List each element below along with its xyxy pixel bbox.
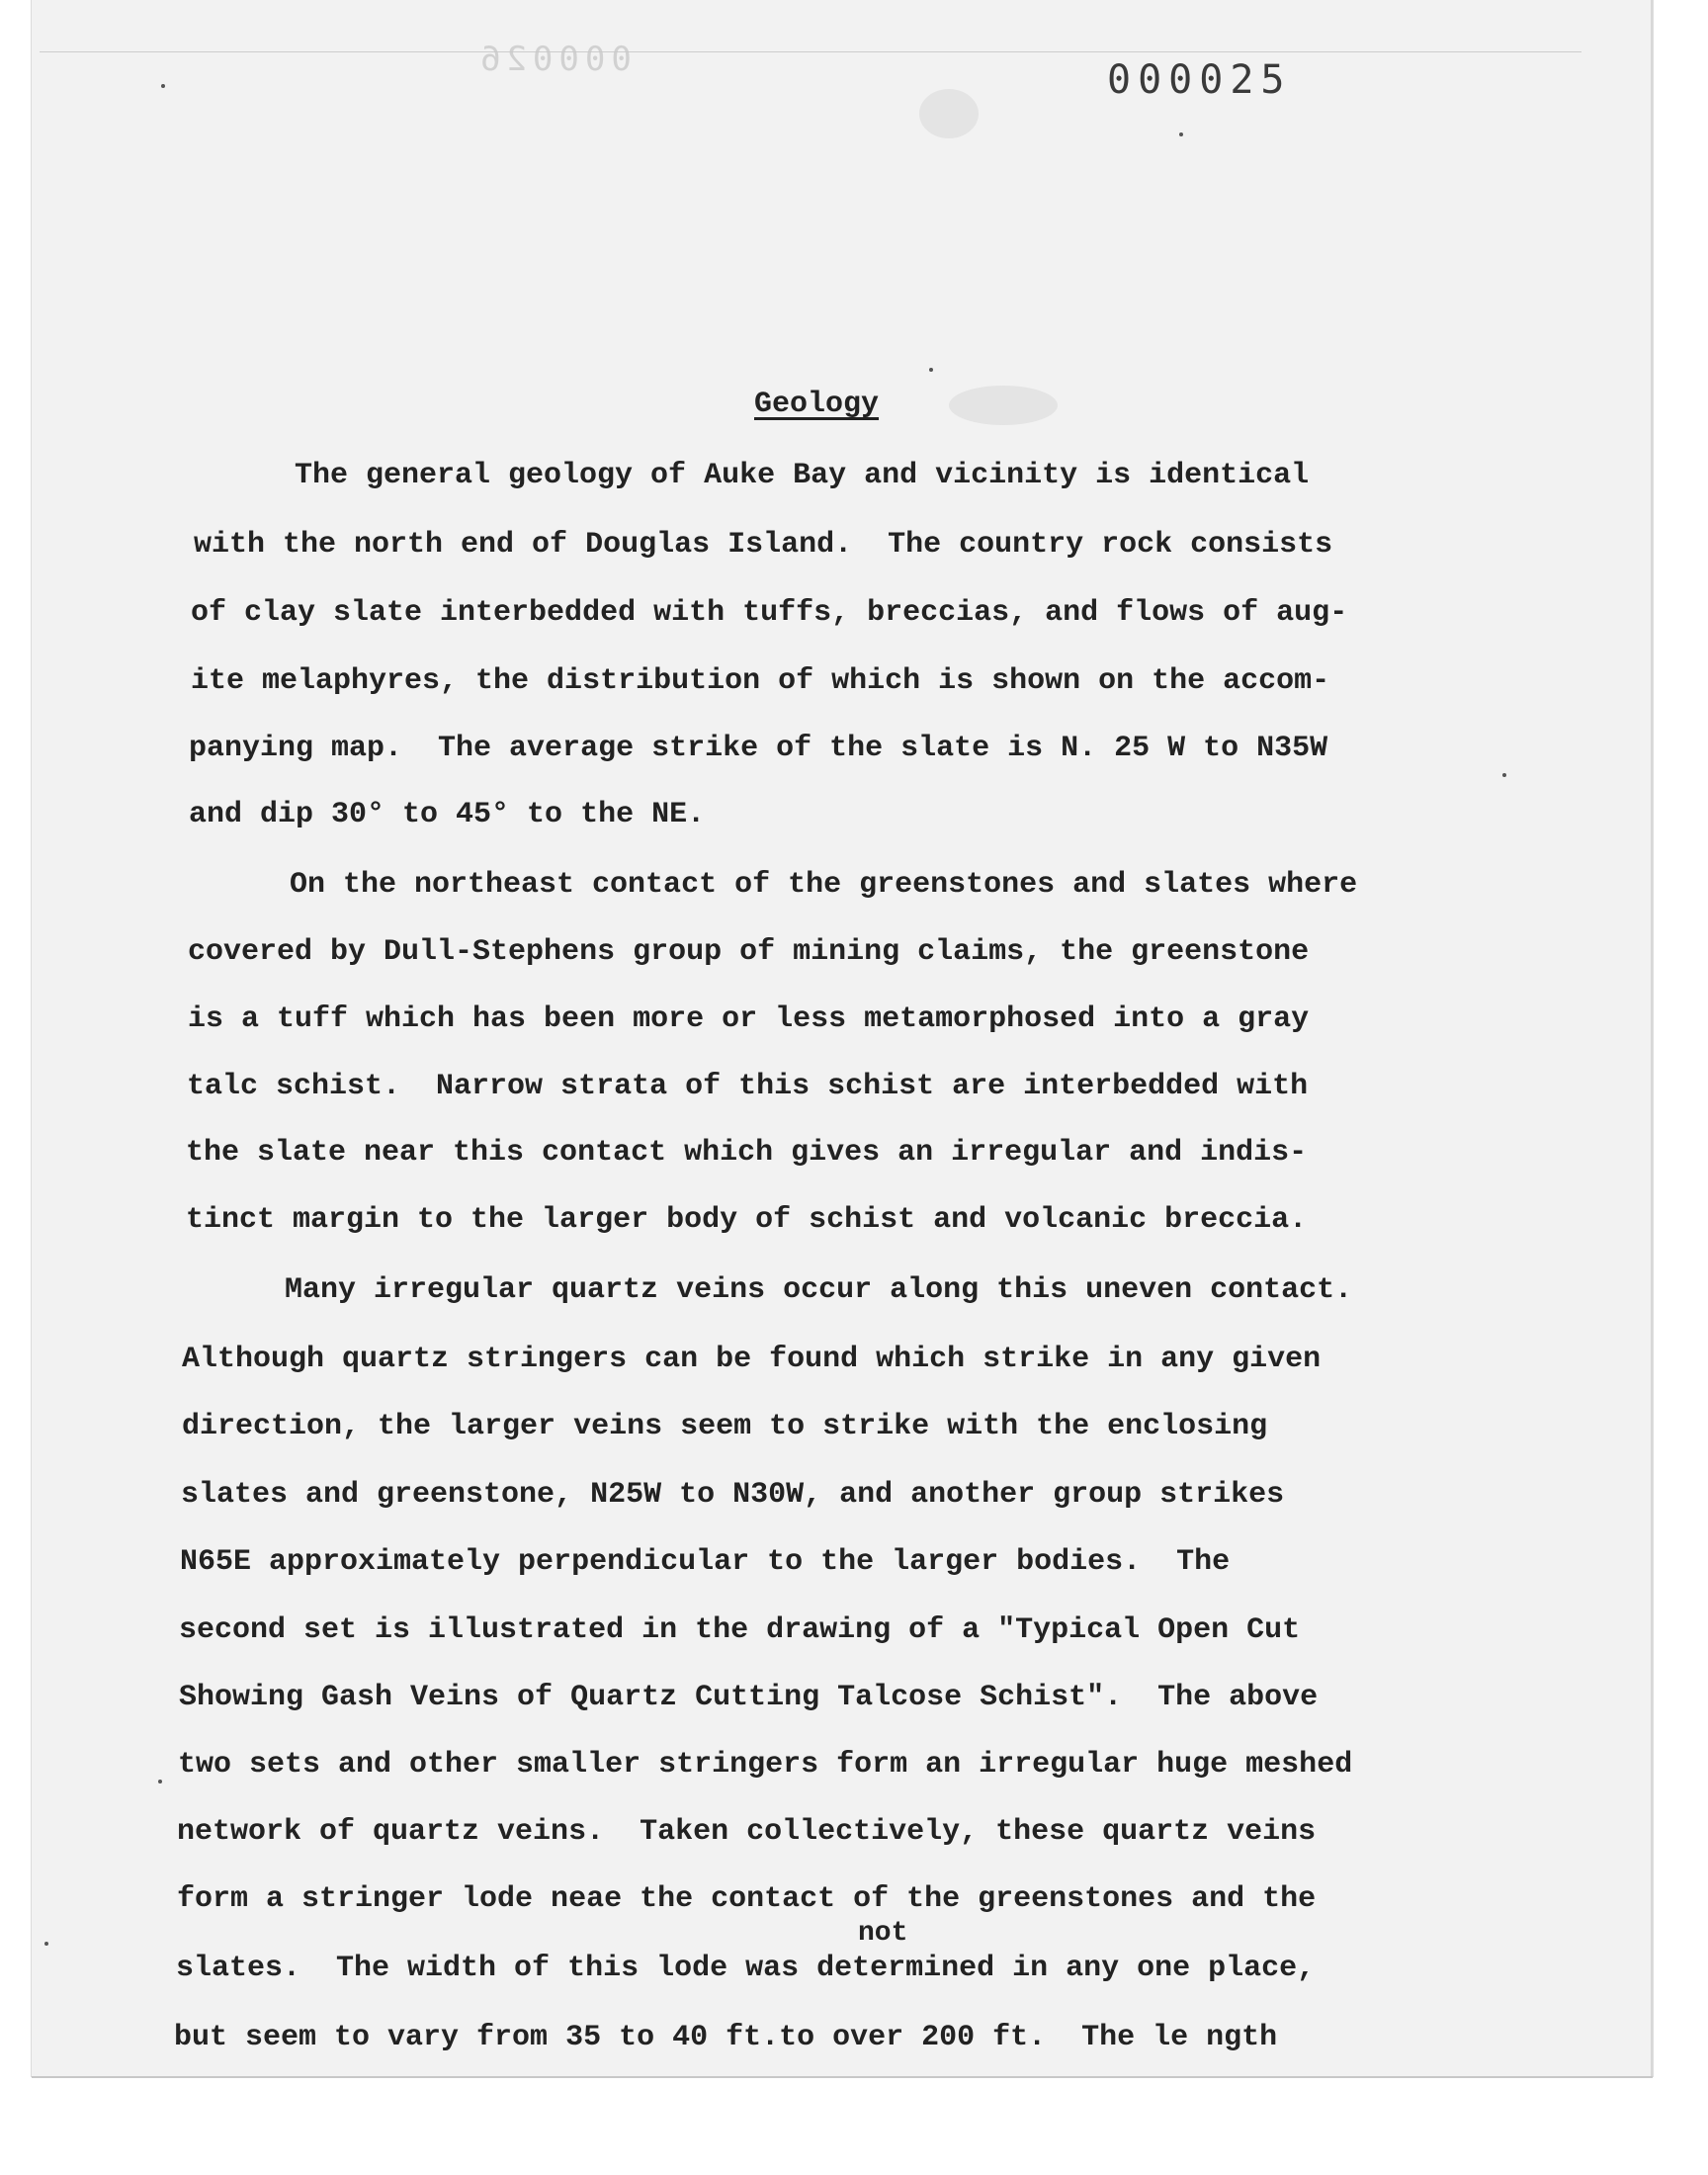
text-line: tinct margin to the larger body of schist and volcanic breccia. bbox=[186, 1203, 1308, 1237]
scan-speck bbox=[158, 1780, 162, 1784]
text-line: with the north end of Douglas Island. The country rock consists bbox=[194, 528, 1333, 562]
scan-speck bbox=[929, 368, 933, 372]
text-line: form a stringer lode neae the contact of the greenstones and the bbox=[177, 1882, 1317, 1916]
page-number: 000025 bbox=[1107, 57, 1292, 103]
text-line: network of quartz veins. Taken collectively, these quartz veins bbox=[177, 1815, 1317, 1849]
text-line: two sets and other smaller stringers form an irregular huge meshed bbox=[178, 1748, 1353, 1782]
text-line: N65E approximately perpendicular to the larger bodies. The bbox=[180, 1545, 1231, 1579]
text-line: The general geology of Auke Bay and vicinity is identical bbox=[295, 459, 1310, 492]
page-edge-right bbox=[1651, 0, 1653, 2076]
text-line: talc schist. Narrow strata of this schist are interbedded with bbox=[187, 1070, 1309, 1103]
scan-smudge bbox=[949, 386, 1058, 425]
text-line: second set is illustrated in the drawing of a "Typical Open Cut bbox=[179, 1613, 1301, 1647]
text-line: Many irregular quartz veins occur along this uneven contact. bbox=[285, 1273, 1353, 1307]
text-line: Although quartz stringers can be found which strike in any given bbox=[182, 1343, 1322, 1376]
scan-speck bbox=[161, 84, 165, 88]
text-line: is a tuff which has been more or less metamorphosed into a gray bbox=[188, 1002, 1310, 1036]
text-line: but seem to vary from 35 to 40 ft.to over 200 ft. The le ngth bbox=[174, 2021, 1278, 2054]
page-edge-bottom bbox=[32, 2076, 1653, 2078]
scan-speck bbox=[44, 1942, 48, 1946]
text-line: panying map. The average strike of the slate is N. 25 W to N35W bbox=[189, 732, 1328, 765]
section-heading: Geology bbox=[754, 388, 880, 421]
text-line: of clay slate interbedded with tuffs, breccias, and flows of aug- bbox=[191, 596, 1348, 630]
scan-speck bbox=[1179, 132, 1183, 136]
text-line: ite melaphyres, the distribution of which is shown on the accom- bbox=[191, 664, 1330, 698]
text-line: the slate near this contact which gives an irregular and indis- bbox=[186, 1136, 1308, 1170]
scan-speck bbox=[1502, 773, 1506, 777]
text-line: Showing Gash Veins of Quartz Cutting Talcose Schist". The above bbox=[179, 1681, 1319, 1714]
text-line: and dip 30° to 45° to the NE. bbox=[189, 798, 706, 831]
inserted-word: not bbox=[858, 1918, 908, 1949]
text-line: slates and greenstone, N25W to N30W, and another group strikes bbox=[181, 1478, 1285, 1512]
text-line: covered by Dull-Stephens group of mining claims, the greenstone bbox=[188, 935, 1310, 969]
text-line: slates. The width of this lode was determined in any one place, bbox=[176, 1952, 1316, 1985]
scan-smudge bbox=[919, 89, 979, 138]
text-line: direction, the larger veins seem to strike with the enclosing bbox=[182, 1410, 1268, 1443]
scan-artifact-line bbox=[40, 51, 1581, 52]
bleed-through-page-number: 000026 bbox=[474, 40, 632, 79]
text-line: On the northeast contact of the greenstones and slates where bbox=[290, 868, 1358, 902]
